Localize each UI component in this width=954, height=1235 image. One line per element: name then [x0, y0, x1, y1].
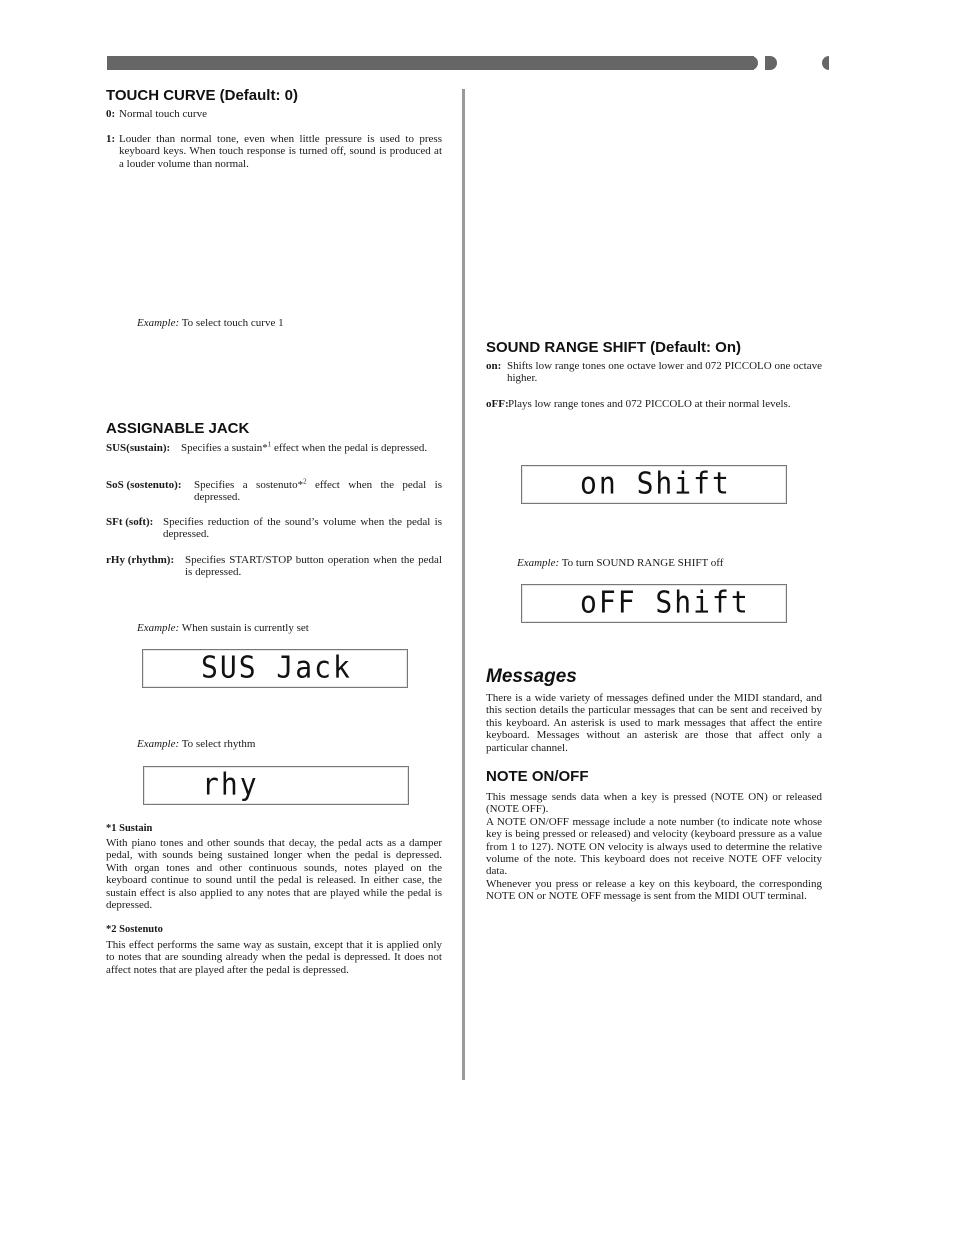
touch-curve-item-0: 0: Normal touch curve: [106, 108, 207, 120]
jack-item-sus: SUS(sustain): Specifies a sustain*$^1$ effect when the pedal is depressed.: [106, 440, 428, 454]
note-on-off-paragraph: A NOTE ON/OFF message include a note number (to indicate note whose key is being pressed or released) and velocity (keyboard pressure as a value from 1 to 127). NOTE ON velocity is always used to determine the relative volume of the note. This keyboard does not receive NOTE OFF velocity data.: [486, 815, 822, 878]
touch-curve-example: Example: To select touch curve 1: [137, 317, 284, 329]
messages-heading: Messages: [486, 666, 577, 687]
note-on-off-heading: NOTE ON/OFF: [486, 768, 589, 785]
footnote-1-text: With piano tones and other sounds that decay, the pedal acts as a damper pedal, with sounds being sustained longer when the pedal is depressed. With organ tones and other continuous sounds, notes played on the keyboard continue to sound until the pedal is released. In either case, the sustain effect is also applied to any notes that are played while the pedal is depressed.: [106, 837, 442, 912]
header-tab-shape: [765, 56, 777, 70]
lcd-text: rhy: [202, 766, 259, 803]
footnote-1-title: *1 Sustain: [106, 823, 153, 834]
lcd-text: oFF Shift: [580, 584, 750, 621]
header-tab-shape: [750, 56, 758, 70]
lcd-text: on Shift: [580, 465, 731, 502]
note-on-off-text: [486, 791, 822, 903]
messages-intro: There is a wide variety of messages defined under the MIDI standard, and this section details the particular messages that can be sent and received by this keyboard. An asterisk is used to mark messages that affect the entire keyboard. Messages without an asterisk are those that affect only a particular channel.: [486, 692, 822, 754]
jack-item-rhy: rHy (rhythm): Specifies START/STOP button operation when the pedal is depressed.: [106, 554, 442, 579]
sound-range-heading: SOUND RANGE SHIFT (Default: On): [486, 339, 741, 356]
sound-range-off: oFF: Plays low range tones and 072 PICCOLO at their normal levels.: [486, 398, 791, 410]
lcd-text: SUS Jack: [201, 649, 352, 686]
lcd-display-rhy: [143, 766, 409, 805]
column-divider: [462, 89, 465, 1080]
lcd-display-off-shift: [521, 584, 787, 623]
note-on-off-paragraph: Whenever you press or release a key on this keyboard, the corresponding NOTE ON or NOTE OFF message is sent from the MIDI OUT terminal.: [486, 877, 822, 903]
note-on-off-paragraph: This message sends data when a key is pressed (NOTE ON) or released (NOTE OFF).: [486, 791, 822, 816]
jack-example-1: Example: When sustain is currently set: [137, 622, 309, 634]
footnote-2-text: This effect performs the same way as sustain, except that it is applied only to notes that are sounding already when the pedal is depressed. It does not affect notes that are played after the pedal is depressed.: [106, 939, 442, 976]
assignable-jack-heading: ASSIGNABLE JACK: [106, 420, 250, 437]
header-bar: [107, 56, 754, 70]
sound-range-on: on: Shifts low range tones one octave lower and 072 PICCOLO one octave higher.: [486, 360, 822, 385]
sound-range-example: Example: To turn SOUND RANGE SHIFT off: [517, 557, 724, 569]
touch-curve-heading: TOUCH CURVE (Default: 0): [106, 87, 298, 104]
footnote-2-title: *2 Sostenuto: [106, 924, 163, 935]
jack-example-2: Example: To select rhythm: [137, 738, 256, 750]
lcd-display-on-shift: [521, 465, 787, 504]
lcd-display-sus-jack: [142, 649, 408, 688]
touch-curve-item-1: 1: Louder than normal tone, even when little pressure is used to press keyboard keys. When touch response is turned off, sound is produced at a louder volume than normal.: [106, 133, 442, 170]
jack-item-sos: SoS (sostenuto): Specifies a sostenuto*$^2$ effect when the pedal is depressed.: [106, 477, 442, 504]
jack-item-sft: SFt (soft): Specifies reduction of the sound’s volume when the pedal is depressed.: [106, 516, 442, 541]
header-tab-shape: [822, 56, 829, 70]
